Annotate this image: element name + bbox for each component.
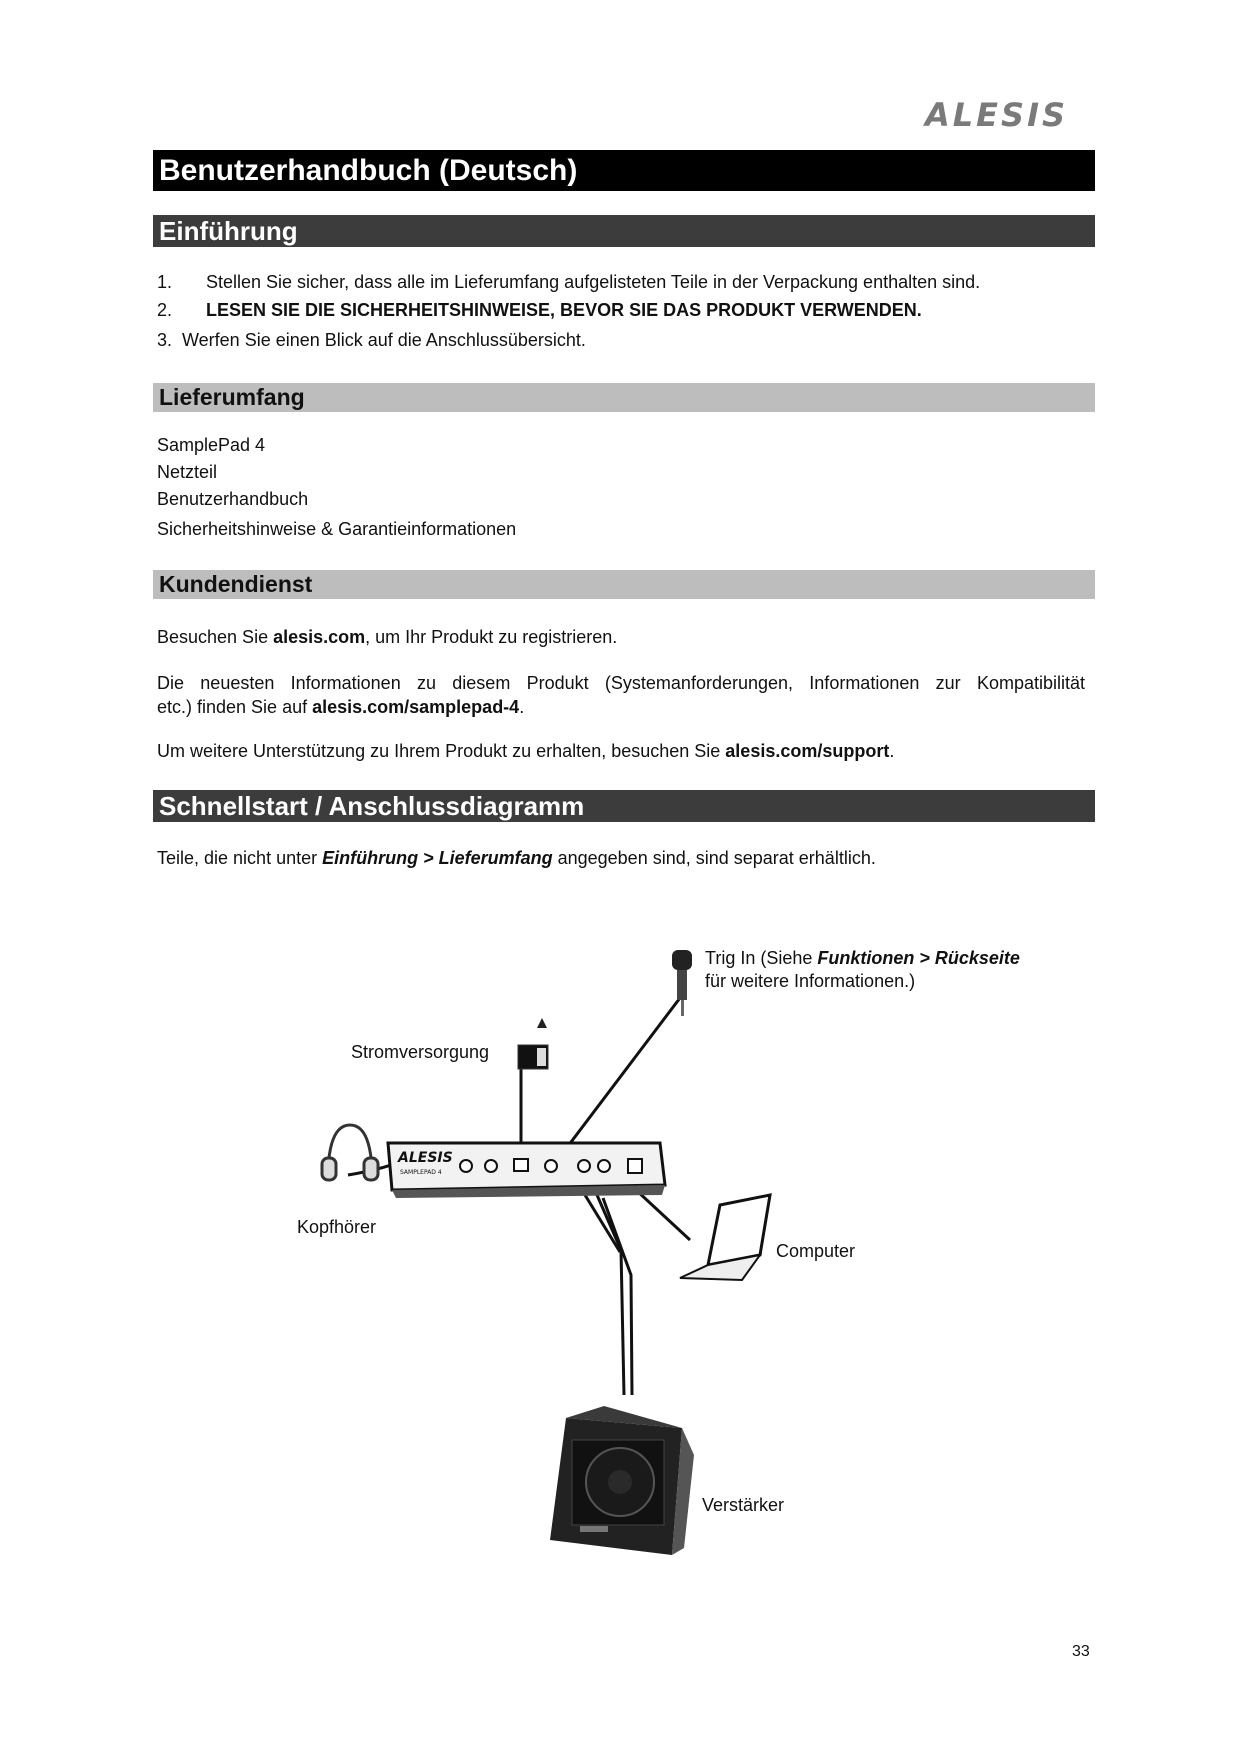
headphones-icon [322,1125,378,1180]
list-item: SamplePad 4 [157,435,266,455]
link-alesis-com[interactable]: alesis.com [273,627,366,647]
list-number: 2. [157,300,173,320]
label-trig-in-line2: für weitere Informationen.) [705,971,916,991]
list-item: Sicherheitshinweise & Garantieinformationen [157,519,517,539]
list-item: Benutzerhandbuch [157,489,309,509]
text: Trig In (Siehe [705,948,818,968]
power-adapter-icon [518,1018,548,1069]
label-computer: Computer [776,1241,856,1261]
text: . [519,697,525,717]
laptop-icon [680,1195,770,1280]
alesis-logo: ALESIS [925,96,1069,134]
label-power: Stromversorgung [351,1042,490,1062]
amp-cable-3 [603,1198,632,1395]
section-heading-intro: Einführung [153,215,1095,247]
trig-cable [565,990,686,1150]
label-headphones: Kopfhörer [297,1217,377,1237]
text: Um weitere Unterstützung zu Ihrem Produkt zu erhalten, besuchen Sie [157,741,726,761]
page-title: Benutzerhandbuch (Deutsch) [153,150,1095,191]
text: Besuchen Sie [157,627,274,647]
page-number: 33 [1072,1643,1090,1660]
reference-functions: Funktionen > Rückseite [817,948,1020,968]
section-heading-support: Kundendienst [153,570,1095,599]
reference-contents: Einführung > Lieferumfang [322,848,553,868]
usb-cable [636,1190,690,1240]
section-heading-quickstart: Schnellstart / Anschlussdiagramm [153,790,1095,822]
amp-cable-1 [597,1195,624,1395]
device-model-text: SAMPLEPAD 4 [400,1169,442,1176]
label-trig-in [705,948,1020,969]
text: etc.) finden Sie auf [157,697,313,717]
amplifier-icon [550,1406,694,1555]
list-item-warning: LESEN SIE DIE SICHERHEITSHINWEISE, BEVOR SIE DAS PRODUKT VERWENDEN. [206,300,922,320]
device-brand-text: ALESIS [398,1150,453,1166]
paragraph-info-line1: Die neuesten Informationen zu diesem Produkt (Systemanforderungen, Informationen zur Kompatibilität [157,673,1085,693]
samplepad-device [388,1143,665,1198]
list-number: 3. [157,330,173,350]
section-heading-contents: Lieferumfang [153,383,1095,412]
text: . [889,741,895,761]
list-item: Stellen Sie sicher, dass alle im Lieferumfang aufgelisteten Teile in der Verpackung enthalten sind. [206,272,981,292]
link-samplepad-4[interactable]: alesis.com/samplepad-4 [312,697,520,717]
label-amplifier: Verstärker [702,1495,785,1515]
list-number: 1. [157,272,173,292]
list-item: Werfen Sie einen Blick auf die Anschlussübersicht. [182,330,586,350]
list-item: Netzteil [157,462,218,482]
text: , um Ihr Produkt zu registrieren. [365,627,618,647]
text: Teile, die nicht unter [157,848,323,868]
amp-cable-2 [585,1195,620,1252]
text: angegeben sind, sind separat erhältlich. [552,848,876,868]
link-support[interactable]: alesis.com/support [725,741,890,761]
